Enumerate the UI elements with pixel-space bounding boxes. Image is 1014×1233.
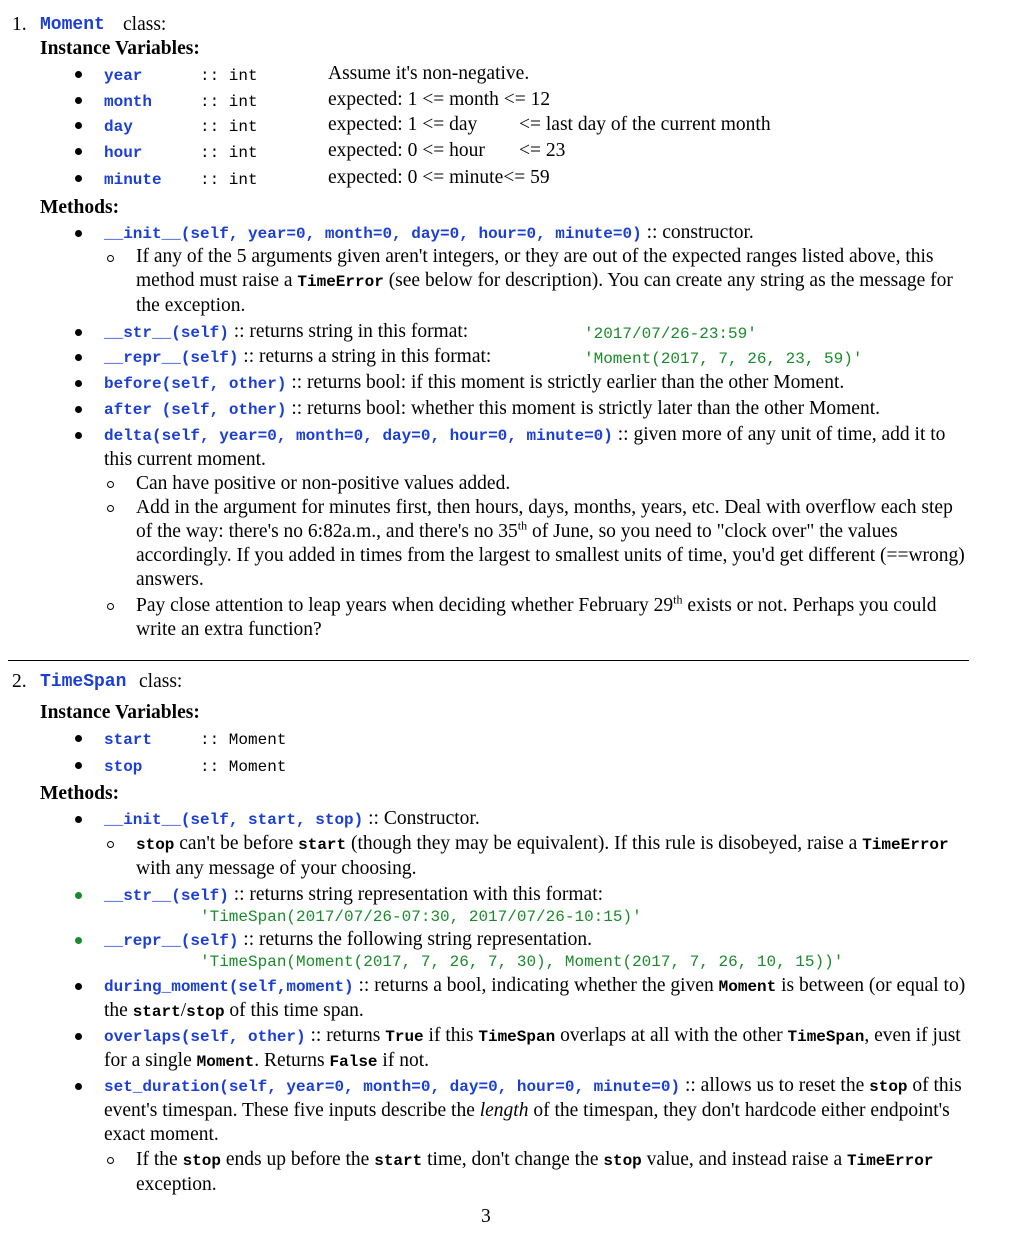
method-overlaps: overlaps(self, other) :: returns True if this TimeSpan overlaps at all with the other TimeSpan, even if just for a single Moment. Returns False if not. [104, 1025, 961, 1071]
repr-example: 'TimeSpan(Moment(2017, 7, 26, 7, 30), Moment(2017, 7, 26, 10, 15))' [200, 953, 844, 971]
str-example: 'TimeSpan(2017/07/26-07:30, 2017/07/26-10:15)' [200, 908, 642, 926]
bullet-icon [75, 175, 82, 182]
bullet-icon [75, 983, 82, 990]
method-set-duration: set_duration(self, year=0, month=0, day=0, hour=0, minute=0) :: allows us to reset the stop of this event's timespan. These five inputs describe the length of the timespan, they don't hardcode either endpoint's exact moment. [104, 1075, 962, 1145]
method-str: __str__(self) :: returns string in this format: [104, 321, 469, 342]
var-hour: hour [104, 144, 143, 162]
bullet-icon [75, 230, 82, 237]
bullet-icon [75, 380, 82, 387]
var-day: day [104, 118, 133, 136]
var-type: :: int [200, 171, 258, 189]
init-sub-text: stop can't be before start (though they may be equivalent). If this rule is disobeyed, raise a TimeError with any message of your choosing. [136, 833, 949, 879]
bullet-icon [75, 97, 82, 104]
class-word: class: [139, 671, 183, 692]
instance-variables-heading: Instance Variables: [40, 702, 200, 723]
var-type: :: int [200, 118, 258, 136]
method-repr: __repr__(self) :: returns the following string representation. [104, 929, 593, 950]
var-year: year [104, 67, 143, 85]
page-number: 3 [481, 1206, 491, 1227]
delta-sub-1: Can have positive or non-positive values added. [136, 473, 511, 494]
var-desc: expected: 0 <= minute<= 59 [328, 167, 550, 188]
sub-bullet-icon [107, 841, 114, 848]
var-desc: expected: 0 <= hour [328, 140, 485, 161]
sub-bullet-icon [107, 481, 114, 488]
sub-bullet-icon [107, 1157, 114, 1164]
var-desc: Assume it's non-negative. [328, 63, 530, 84]
sub-bullet-icon [107, 255, 114, 262]
var-desc-2: <= 23 [519, 140, 566, 161]
var-type: :: int [200, 93, 258, 111]
bullet-icon [75, 148, 82, 155]
method-str: __str__(self) :: returns string representation with this format: [104, 884, 604, 905]
delta-sub-2: Add in the argument for minutes first, then hours, days, months, years, etc. Deal with overflow each step of the way: there's no 6:82a.m., and there's no 35th of June, so you need to "clock over" the values accordingly. If you added in times from the largest to smallest units of time, you'd get different (==wrong) answers. [136, 497, 965, 590]
var-type: :: Moment [200, 731, 287, 749]
var-month: month [104, 93, 153, 111]
bullet-icon [75, 432, 82, 439]
method-init: __init__(self, start, stop) :: Constructor. [104, 808, 480, 829]
var-type: :: int [200, 67, 258, 85]
var-desc: expected: 1 <= month <= 12 [328, 89, 551, 110]
section-1-number: 1. [12, 14, 27, 35]
var-stop: stop [104, 758, 143, 776]
bullet-icon [75, 1033, 82, 1040]
method-repr: __repr__(self) :: returns a string in this format: [104, 346, 492, 367]
var-minute: minute [104, 171, 162, 189]
method-init: __init__(self, year=0, month=0, day=0, hour=0, minute=0) :: constructor. [104, 222, 754, 243]
section-2-number: 2. [12, 671, 27, 692]
method-before: before(self, other) :: returns bool: if this moment is strictly earlier than the other Moment. [104, 372, 845, 393]
sub-bullet-icon [107, 505, 114, 512]
bullet-icon [75, 329, 82, 336]
bullet-icon [75, 937, 82, 944]
str-example: '2017/07/26-23:59' [584, 325, 757, 343]
var-desc-2: <= last day of the current month [519, 114, 771, 135]
methods-heading: Methods: [40, 783, 120, 804]
delta-sub-3: Pay close attention to leap years when deciding whether February 29th exists or not. Perhaps you could write an extra function? [136, 592, 937, 640]
methods-heading: Methods: [40, 197, 120, 218]
sub-bullet-icon [107, 603, 114, 610]
var-type: :: int [200, 144, 258, 162]
bullet-icon [75, 354, 82, 361]
set-duration-sub: If the stop ends up before the start time, don't change the stop value, and instead raise a TimeError exception. [136, 1149, 934, 1195]
var-desc: expected: 1 <= day [328, 114, 478, 135]
method-after: after (self, other) :: returns bool: whether this moment is strictly later than the other Moment. [104, 398, 880, 419]
init-sub-text: If any of the 5 arguments given aren't integers, or they are out of the expected ranges listed above, this method must raise a TimeError (see below for description). You can create any string as the message for the exception. [136, 246, 953, 316]
instance-variables-heading: Instance Variables: [40, 38, 200, 59]
method-delta: delta(self, year=0, month=0, day=0, hour=0, minute=0) :: given more of any unit of time, add it to this current moment. [104, 424, 946, 470]
bullet-icon [75, 71, 82, 78]
var-type: :: Moment [200, 758, 287, 776]
repr-example: 'Moment(2017, 7, 26, 23, 59)' [584, 350, 863, 368]
bullet-icon [75, 762, 82, 769]
bullet-icon [75, 406, 82, 413]
moment-class-name: Moment [40, 15, 105, 35]
bullet-icon [75, 892, 82, 899]
class-word: class: [123, 14, 167, 35]
bullet-icon [75, 816, 82, 823]
bullet-icon [75, 1083, 82, 1090]
method-during-moment: during_moment(self,moment) :: returns a bool, indicating whether the given Moment is between (or equal to) the start/stop of this time span. [104, 975, 966, 1021]
timespan-class-name: TimeSpan [40, 672, 127, 692]
bullet-icon [75, 122, 82, 129]
var-start: start [104, 731, 153, 749]
bullet-icon [75, 735, 82, 742]
section-divider [8, 660, 969, 661]
